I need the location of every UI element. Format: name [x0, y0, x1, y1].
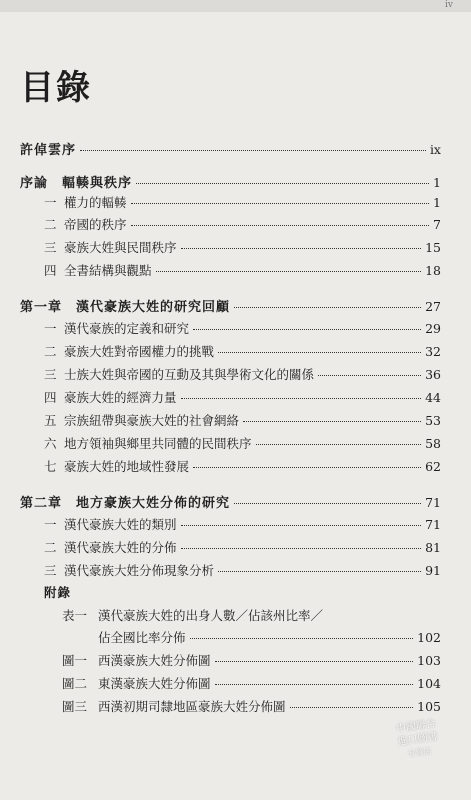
subentry-label: 士族大姓與帝國的互動及其與學術文化的關係 [64, 367, 315, 382]
figure-label: 西漢豪族大姓分佈圖 [98, 653, 211, 668]
subentry-page: 62 [425, 459, 441, 474]
chapter-2-label: 第二章 地方豪族大姓分佈的研究 [20, 496, 231, 511]
leader-dots [290, 707, 414, 708]
table-1-title-line-1[interactable]: 漢代豪族大姓的出身人數／佔該州比率／ [98, 608, 324, 623]
header-strip [0, 0, 471, 12]
watermark-line: 中國聯合 [395, 718, 437, 735]
toc-subentry[interactable] [44, 411, 441, 431]
figure-page: 105 [417, 699, 441, 714]
subentry-label: 豪族大姓對帝國權力的挑戰 [64, 344, 215, 359]
toc-subentry[interactable] [44, 434, 441, 454]
leader-dots [218, 352, 421, 353]
introduction-label: 序論 輻輳與秩序 [20, 176, 133, 191]
leader-dots [131, 225, 430, 226]
table-1-page: 102 [417, 630, 441, 645]
watermark-line: 专营店 [407, 746, 433, 759]
toc-entry-preface[interactable] [20, 140, 441, 160]
subentry-page: 81 [425, 540, 441, 555]
leader-dots [218, 571, 421, 572]
subentry-page: 1 [433, 195, 441, 210]
table-1-number: 表一 [62, 608, 88, 623]
subentry-label: 豪族大姓的地域性發展 [64, 459, 190, 474]
table-1-title-line-2: 佔全國比率分佈 [98, 630, 186, 645]
toc-subentry[interactable] [44, 388, 441, 408]
preface-label: 許倬雲序 [20, 143, 77, 158]
subentry-page: 36 [425, 367, 441, 382]
figure-label: 東漢豪族大姓分佈圖 [98, 676, 211, 691]
leader-dots [181, 525, 422, 526]
toc-subentry[interactable] [44, 261, 441, 281]
subentry-page: 7 [433, 217, 441, 232]
leader-dots [136, 183, 429, 184]
subentry-number: 二 [44, 217, 57, 232]
leader-dots [190, 638, 414, 639]
leader-dots [318, 375, 421, 376]
toc-subentry[interactable] [44, 365, 441, 385]
subentry-label: 全書結構與觀點 [64, 263, 152, 278]
subentry-label: 帝國的秩序 [64, 217, 127, 232]
toc-entry-figure[interactable] [62, 674, 441, 694]
leader-dots [234, 307, 421, 308]
figure-page: 103 [417, 653, 441, 668]
subentry-page: 29 [425, 321, 441, 336]
figure-number: 圖二 [62, 676, 88, 691]
toc-subentry[interactable] [44, 538, 441, 558]
toc-entry-table-1[interactable] [98, 628, 441, 648]
watermark-line: 進口圖書 [397, 731, 439, 748]
leader-dots [234, 503, 421, 504]
toc-subentry[interactable] [44, 457, 441, 477]
leader-dots [256, 444, 422, 445]
subentry-label: 漢代豪族大姓的分佈 [64, 540, 177, 555]
toc-entry-chapter-2[interactable] [20, 493, 441, 513]
subentry-page: 58 [425, 436, 441, 451]
subentry-page: 18 [425, 263, 441, 278]
subentry-label: 豪族大姓的經濟力量 [64, 390, 177, 405]
top-page-number: iv [445, 0, 453, 10]
watermark-stamp [379, 715, 458, 780]
subentry-number: 四 [44, 390, 57, 405]
figure-page: 104 [417, 676, 441, 691]
toc-entry-chapter-1[interactable] [20, 297, 441, 317]
subentry-number: 三 [44, 240, 57, 255]
toc-subentry[interactable] [44, 238, 441, 258]
page-title: 目錄 [20, 68, 92, 108]
subentry-label: 地方領袖與鄉里共同體的民間秩序 [64, 436, 252, 451]
figure-label: 西漢初期司隸地區豪族大姓分佈圖 [98, 699, 286, 714]
appendix-label: 附錄 [44, 585, 72, 600]
subentry-number: 七 [44, 459, 57, 474]
subentry-page: 71 [425, 517, 441, 532]
leader-dots [80, 150, 426, 151]
subentry-label: 漢代豪族大姓分佈現象分析 [64, 563, 215, 578]
toc-subentry[interactable] [44, 193, 441, 213]
subentry-label: 宗族紐帶與豪族大姓的社會網絡 [64, 413, 240, 428]
leader-dots [156, 271, 422, 272]
subentry-number: 二 [44, 344, 57, 359]
subentry-number: 二 [44, 540, 57, 555]
leader-dots [181, 398, 422, 399]
subentry-number: 一 [44, 321, 57, 336]
subentry-number: 五 [44, 413, 57, 428]
leader-dots [193, 329, 421, 330]
leader-dots [131, 203, 430, 204]
toc-subentry[interactable] [44, 561, 441, 581]
toc-subentry[interactable] [44, 215, 441, 235]
figure-number: 圖三 [62, 699, 88, 714]
toc-subentry[interactable] [44, 342, 441, 362]
subentry-number: 四 [44, 263, 57, 278]
subentry-number: 三 [44, 367, 57, 382]
toc-entry-figure[interactable] [62, 651, 441, 671]
chapter-2-page: 71 [425, 495, 441, 510]
subentry-label: 漢代豪族大姓的類別 [64, 517, 177, 532]
subentry-label: 權力的輻輳 [64, 195, 127, 210]
toc-subentry[interactable] [44, 515, 441, 535]
toc-entry-introduction[interactable] [20, 173, 441, 193]
leader-dots [181, 248, 422, 249]
subentry-page: 44 [425, 390, 441, 405]
chapter-1-page: 27 [425, 299, 441, 314]
leader-dots [215, 684, 414, 685]
subentry-label: 漢代豪族的定義和研究 [64, 321, 190, 336]
subentry-page: 91 [425, 563, 441, 578]
subentry-page: 53 [425, 413, 441, 428]
subentry-number: 一 [44, 195, 57, 210]
subentry-page: 32 [425, 344, 441, 359]
toc-subentry[interactable] [44, 319, 441, 339]
leader-dots [243, 421, 421, 422]
toc-entry-figure[interactable] [62, 697, 441, 717]
introduction-page: 1 [433, 175, 441, 190]
leader-dots [215, 661, 414, 662]
figure-number: 圖一 [62, 653, 88, 668]
subentry-page: 15 [425, 240, 441, 255]
preface-page: ix [429, 142, 441, 157]
chapter-1-label: 第一章 漢代豪族大姓的研究回顧 [20, 300, 231, 315]
subentry-number: 三 [44, 563, 57, 578]
leader-dots [181, 548, 422, 549]
subentry-number: 一 [44, 517, 57, 532]
leader-dots [193, 467, 421, 468]
subentry-number: 六 [44, 436, 57, 451]
subentry-label: 豪族大姓與民間秩序 [64, 240, 177, 255]
